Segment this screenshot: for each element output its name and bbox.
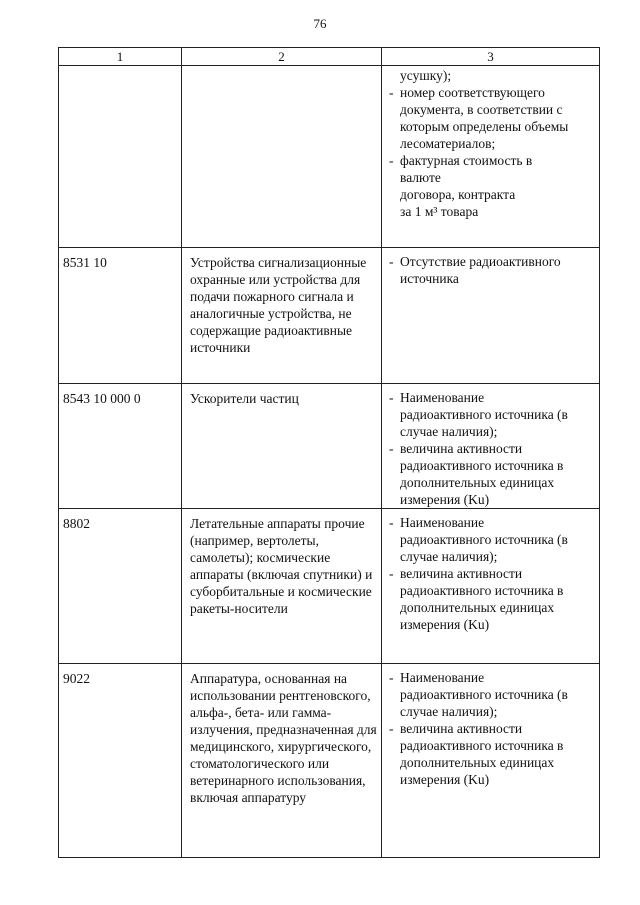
- attribute-item: [386, 67, 597, 84]
- attribute-item: [386, 152, 597, 220]
- attribute-item: [386, 253, 597, 287]
- attributes-list: [382, 248, 599, 287]
- description-cell: [182, 66, 382, 248]
- attribute-item: [386, 389, 597, 440]
- attributes-list: [382, 66, 599, 220]
- attribute-item: [386, 514, 597, 565]
- attributes-list: [382, 664, 599, 788]
- table-header: [59, 48, 600, 66]
- description-cell: [182, 664, 382, 858]
- attribute-item: [386, 84, 597, 152]
- attribute-line: лесоматериалов;: [400, 136, 496, 151]
- attribute-line: - фактурная стоимость в: [400, 153, 533, 168]
- attributes-cell: [382, 248, 600, 384]
- attribute-line: которым определены объемы: [400, 119, 569, 134]
- attribute-line: радиоактивного источника (в: [400, 532, 568, 547]
- attribute-line: - Отсутствие радиоактивного: [400, 254, 561, 269]
- goods-description: Летательные аппараты прочие (например, вертолеты, самолеты); космические аппараты (включая спутники) и суборбитальные и космические ракеты-носители: [190, 516, 373, 616]
- attribute-line: - величина активности: [400, 441, 523, 456]
- commodity-code: 8802: [63, 516, 90, 531]
- attribute-line: источника: [400, 271, 459, 286]
- attributes-list: [382, 509, 599, 633]
- attribute-line: - номер соответствующего: [400, 85, 545, 100]
- attribute-line: дополнительных единицах: [400, 755, 555, 770]
- goods-description: Аппаратура, основанная на использовании рентгеновского, альфа-, бета- или гамма-излучения, предназначенная для медицинского, хирургического, стоматологического или ветеринарного использования, включая аппаратуру: [190, 671, 377, 805]
- attribute-line: - Наименование: [400, 515, 485, 530]
- attributes-cell: [382, 384, 600, 509]
- table-row: [59, 66, 600, 248]
- goods-description: Устройства сигнализационные охранные или устройства для подачи пожарного сигнала и аналогичные устройства, не содержащие радиоактивные источники: [190, 255, 367, 355]
- attribute-line: дополнительных единицах: [400, 475, 555, 490]
- code-cell: [59, 384, 182, 509]
- commodity-code: [59, 66, 181, 72]
- attribute-line: дополнительных единицах: [400, 600, 555, 615]
- description-cell: [182, 509, 382, 664]
- goods-description: [182, 66, 381, 72]
- attribute-item: [386, 565, 597, 633]
- commodity-code: 9022: [63, 671, 90, 686]
- attribute-line: радиоактивного источника в: [400, 738, 564, 753]
- attribute-line: радиоактивного источника (в: [400, 407, 568, 422]
- column-header-3: 3: [382, 48, 600, 66]
- description-cell: [182, 248, 382, 384]
- attribute-line: радиоактивного источника в: [400, 458, 564, 473]
- table-body: [59, 66, 600, 858]
- attributes-cell: [382, 509, 600, 664]
- attribute-line: случае наличия);: [400, 424, 498, 439]
- column-header-2: 2: [182, 48, 382, 66]
- attribute-item: [386, 440, 597, 508]
- table-row: [59, 248, 600, 384]
- attributes-cell: [382, 66, 600, 248]
- attribute-line: измерения (Ku): [400, 492, 490, 507]
- table-row: [59, 509, 600, 664]
- attributes-list: [382, 384, 599, 508]
- table-row: [59, 384, 600, 509]
- attribute-line: - величина активности: [400, 566, 523, 581]
- attribute-line: случае наличия);: [400, 549, 498, 564]
- code-cell: [59, 66, 182, 248]
- column-header-1: 1: [59, 48, 182, 66]
- attribute-line: случае наличия);: [400, 704, 498, 719]
- attribute-line: измерения (Ku): [400, 772, 490, 787]
- attributes-cell: [382, 664, 600, 858]
- goods-description: Ускорители частиц: [190, 391, 299, 406]
- description-cell: [182, 384, 382, 509]
- commodity-code: 8543 10 000 0: [63, 391, 141, 406]
- goods-table: [58, 47, 600, 858]
- page-number: 76: [313, 16, 327, 31]
- attribute-line: за 1 м³ товара: [400, 204, 479, 219]
- attribute-line: документа, в соответствии с: [400, 102, 563, 117]
- attribute-item: [386, 720, 597, 788]
- attribute-line: - Наименование: [400, 670, 485, 685]
- attribute-line: усушку);: [400, 68, 452, 83]
- attribute-line: радиоактивного источника в: [400, 583, 564, 598]
- attribute-item: [386, 669, 597, 720]
- attribute-line: валюте: [400, 170, 441, 185]
- code-cell: [59, 248, 182, 384]
- attribute-line: - величина активности: [400, 721, 523, 736]
- code-cell: [59, 509, 182, 664]
- commodity-code: 8531 10: [63, 255, 107, 270]
- attribute-line: измерения (Ku): [400, 617, 490, 632]
- code-cell: [59, 664, 182, 858]
- attribute-line: договора, контракта: [400, 187, 516, 202]
- attribute-line: - Наименование: [400, 390, 485, 405]
- table-row: [59, 664, 600, 858]
- attribute-line: радиоактивного источника (в: [400, 687, 568, 702]
